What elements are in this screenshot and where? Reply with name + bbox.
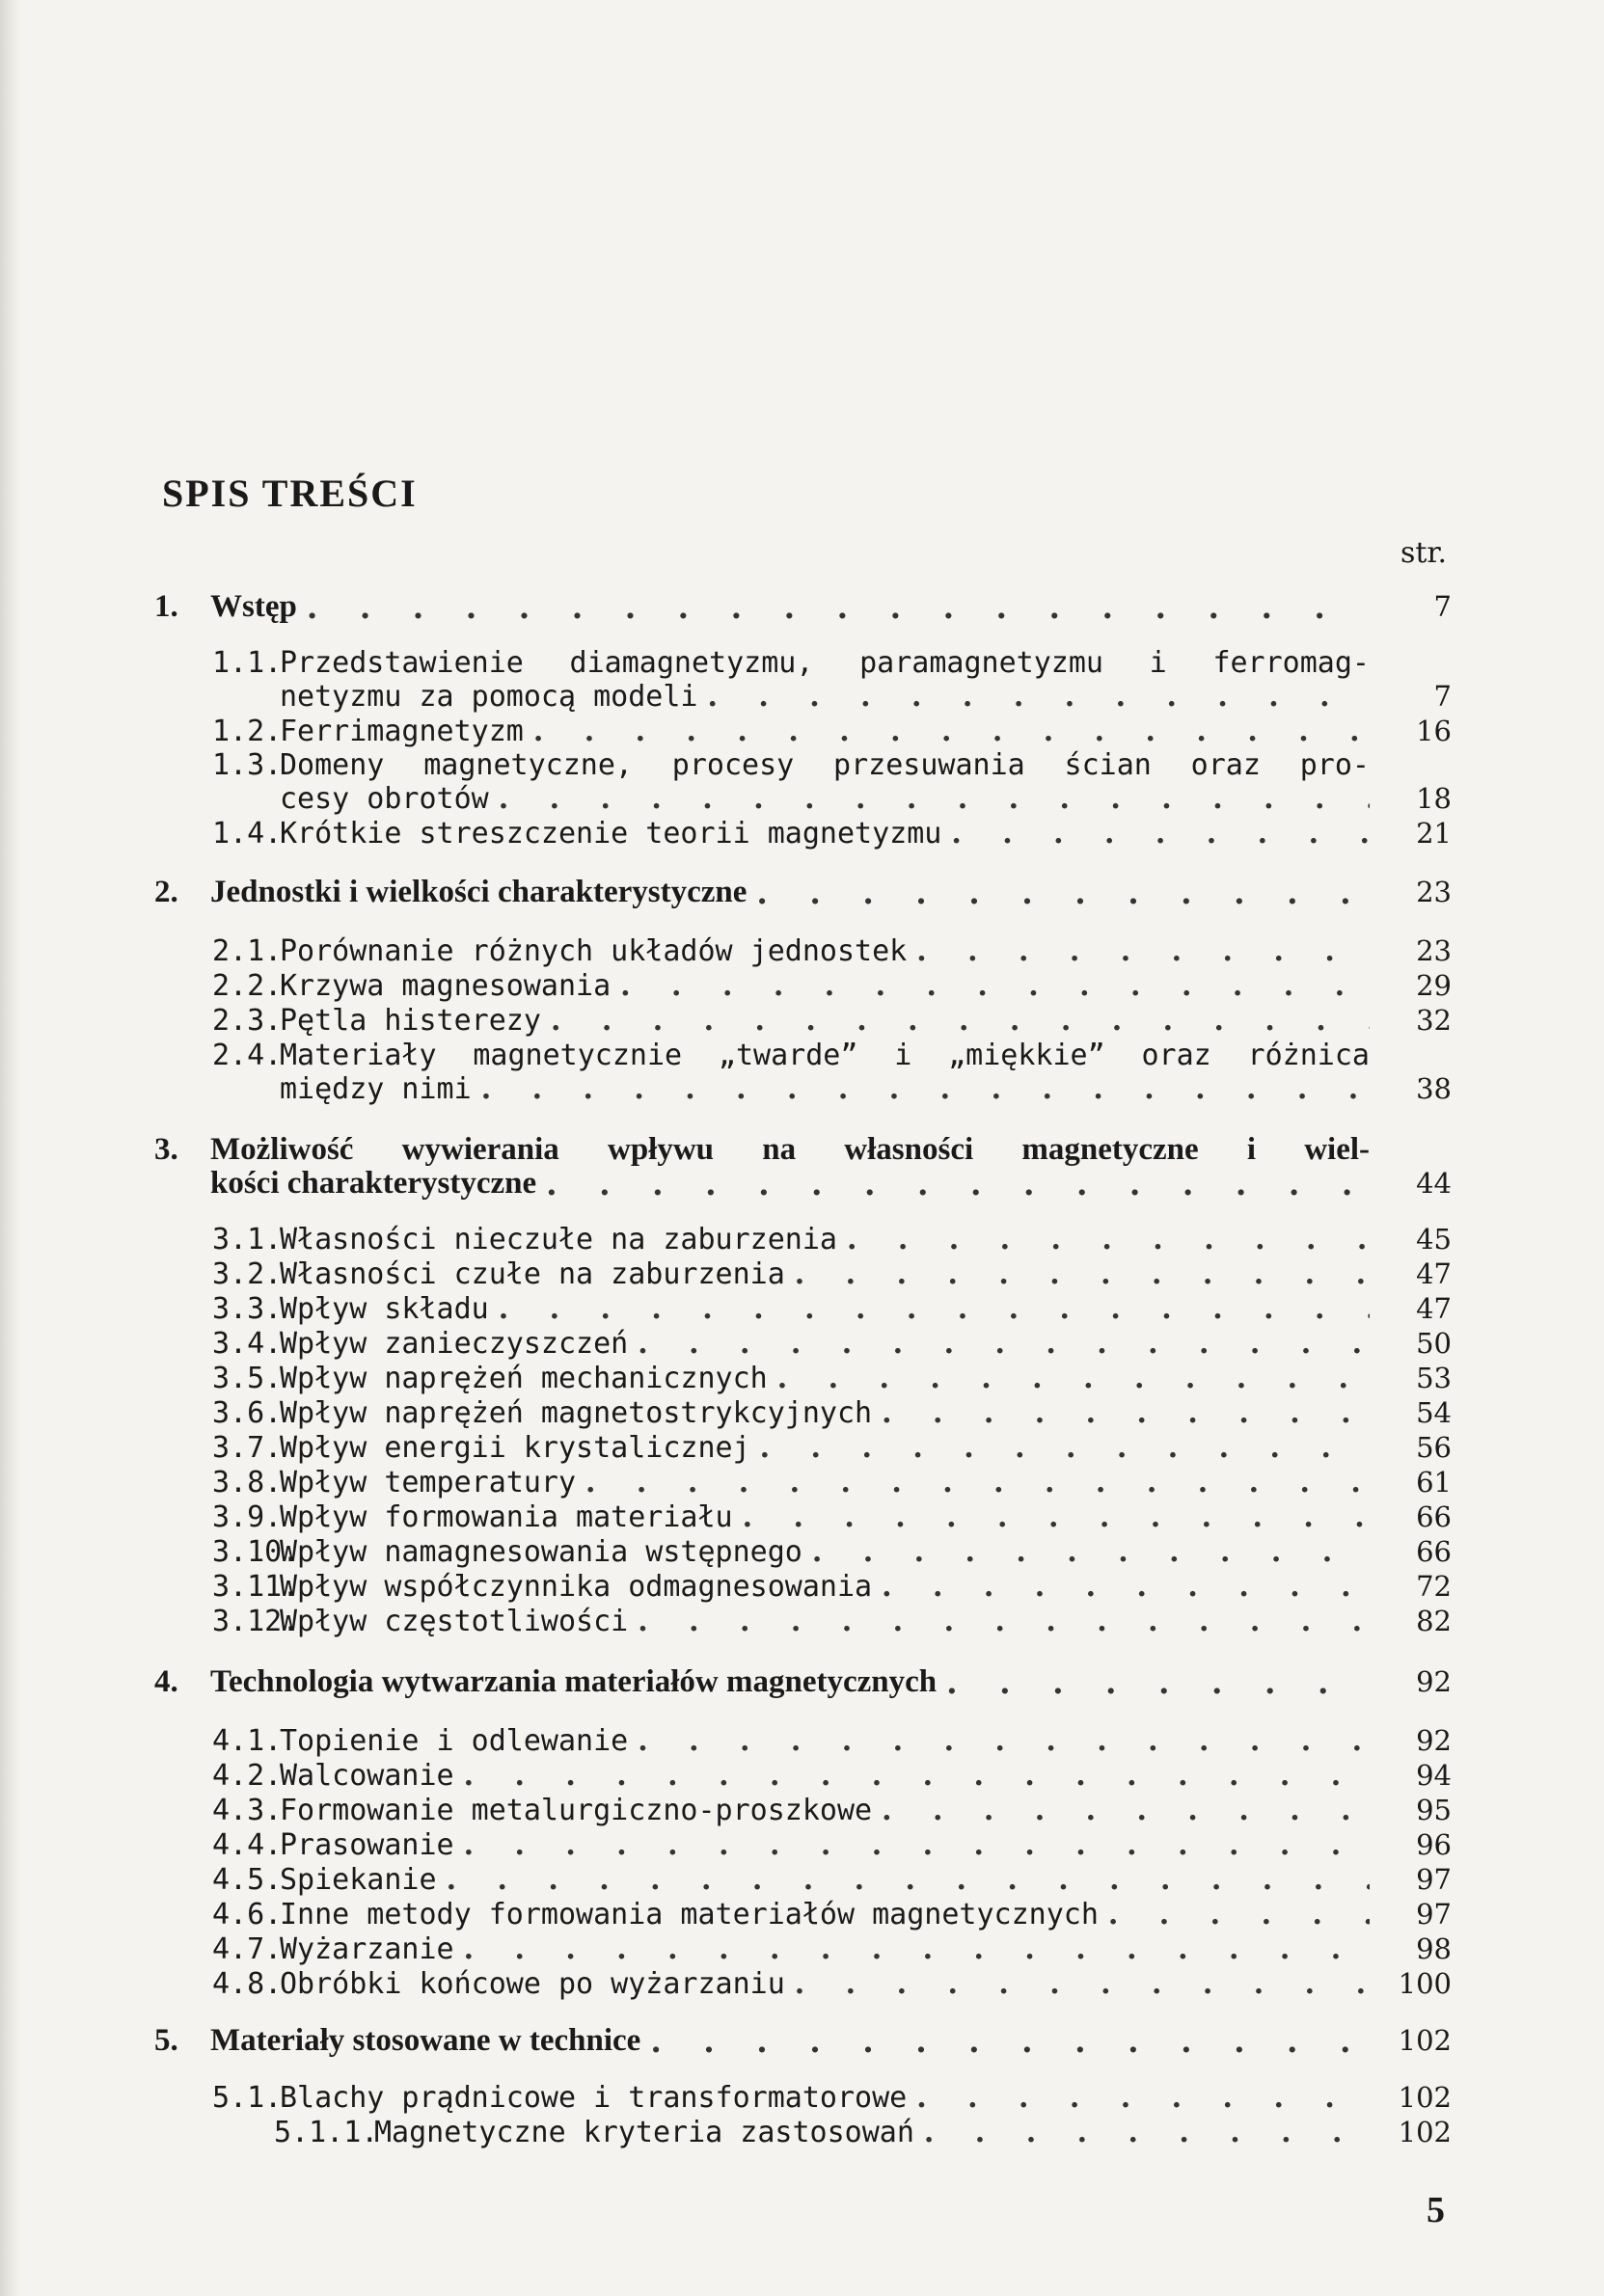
toc-entry-title-line [280,1466,1370,1499]
dot-leader [1099,1898,1370,1931]
toc-entry-page-number: 7 [1433,590,1452,623]
toc-entry-page-number: 66 [1416,1500,1452,1533]
dot-leader [536,1167,1370,1201]
toc-entry-number: 1.3. [212,748,283,782]
toc-entry-title-line [280,1759,1370,1793]
toc-entry-title: między nimi [280,1072,472,1106]
toc-entry-title-line [280,1724,1370,1758]
toc-entry-page-number: 7 [1433,680,1452,713]
dot-leader [489,782,1370,816]
dot-leader [628,1605,1370,1638]
toc-entry-title: Wpływ namagnesowania wstępnego [280,1535,802,1569]
toc-entry-number: 2.2. [212,969,283,1003]
toc-entry-body [280,1223,1370,1256]
toc-entry-title-line [280,1570,1370,1604]
toc-entry-body [280,1004,1370,1038]
toc-entry-title-first-line: Materiały magnetycznie „twarde” i „miękkie” oraz różnica [280,1039,1370,1072]
toc-entry-page-number: 29 [1416,969,1452,1002]
toc-entry-page-number: 18 [1416,782,1452,815]
toc-entry-title: Wpływ naprężeń mechanicznych [280,1362,768,1395]
toc-entry-title-first-line: Przedstawienie diamagnetyzmu, paramagnetyzmu i ferromag- [280,646,1370,680]
toc-entry-number: 4.6. [212,1898,283,1931]
toc-entry-page-number: 98 [1416,1932,1452,1965]
dot-leader [907,2081,1370,2115]
toc-entry-page-number: 61 [1416,1466,1452,1499]
toc-entry-title: Własności nieczułe na zaburzenia [280,1223,837,1256]
toc-entry-number: 3.7. [212,1431,283,1465]
dot-leader [454,1828,1370,1862]
toc-entry-number: 3.9. [212,1500,283,1534]
toc-entry-number: 2.4. [212,1039,283,1072]
toc-entry-title-line [280,680,1370,714]
page-folio: 5 [1427,2190,1445,2230]
toc-entry-number: 4.8. [212,1967,283,2001]
toc-entry-page-number: 97 [1416,1863,1452,1896]
toc-entry-title-line [280,1072,1370,1106]
toc-entry-body [280,1967,1370,2001]
dot-leader [937,1665,1370,1699]
toc-entry-title: netyzmu za pomocą modeli [280,680,698,714]
toc-entry-title: Pętla histerezy [280,1004,541,1038]
dot-leader [541,1004,1370,1038]
toc-entry-title-line [210,876,1370,909]
toc-entry-page-number: 21 [1416,817,1452,850]
toc-entry-title: Materiały stosowane w technice [210,2023,641,2058]
toc-entry-title: Porównanie różnych układów jednostek [280,934,908,968]
toc-entry-page-number: 47 [1416,1292,1452,1325]
toc-entry-body [280,1863,1370,1897]
toc-entry-title-line [210,1167,1370,1201]
toc-entry-body [280,1362,1370,1395]
toc-entry-number: 3. [154,1132,178,1167]
toc-entry-title-line [210,590,1370,624]
toc-entry-body [280,748,1370,816]
toc-entry-number: 3.4. [212,1327,283,1361]
toc-entry-page-number: 102 [1398,2081,1452,2114]
toc-entry-title: Prasowanie [280,1828,454,1862]
toc-entry-number: 4.4. [212,1828,283,1862]
toc-entry-page-number: 23 [1416,876,1452,908]
dot-leader [914,2116,1370,2149]
dot-leader [297,590,1370,624]
toc-entry-page-number: 45 [1416,1223,1452,1256]
toc-entry-body [374,2116,1370,2149]
toc-entry-body [280,1500,1370,1534]
dot-leader [454,1759,1370,1793]
toc-entry-page-number: 96 [1416,1828,1452,1861]
toc-entry-number: 3.6. [212,1396,283,1430]
toc-entry-title: Wstęp [210,589,297,624]
toc-entry-title: Formowanie metalurgiczno-proszkowe [280,1794,873,1827]
toc-entry-page-number: 44 [1416,1167,1452,1200]
toc-entry-title-line [280,782,1370,816]
toc-entry-title: Technologia wytwarzania materiałów magnetycznych [210,1664,938,1699]
toc-entry-body [280,1292,1370,1326]
toc-entry-body [280,1257,1370,1291]
dot-leader [907,934,1370,968]
toc-entry-title-line [280,1327,1370,1361]
toc-entry-body [280,1724,1370,1758]
dot-leader [747,876,1370,909]
toc-entry-title: Wpływ częstotliwości [280,1605,629,1638]
toc-entry-number: 3.11. [212,1570,300,1604]
toc-entry-number: 5. [154,2023,178,2058]
toc-entry-title: Obróbki końcowe po wyżarzaniu [280,1967,785,2001]
toc-entry-title-line [280,969,1370,1003]
toc-entry-title: Spiekanie [280,1863,437,1897]
toc-entry-title: Krzywa magnesowania [280,969,612,1003]
toc-entry-title: Magnetyczne kryteria zastosowań [374,2116,914,2149]
toc-entry-title-line [280,1431,1370,1465]
toc-entry-body [210,1133,1370,1201]
toc-entry-number: 2. [154,875,178,909]
dot-leader [628,1724,1370,1758]
page-column-label: str. [1400,536,1447,570]
dot-leader [437,1863,1370,1897]
toc-entry-page-number: 102 [1398,2116,1452,2148]
toc-entry-title: Wpływ energii krystalicznej [280,1431,750,1465]
toc-entry-title: Jednostki i wielkości charakterystyczne [210,875,748,909]
toc-entry-page-number: 23 [1416,934,1452,967]
toc-entry-body [280,934,1370,968]
toc-entry-title: Ferrimagnetyzm [280,715,524,748]
toc-entry-title-line [280,1292,1370,1326]
toc-entry-body [280,1570,1370,1604]
toc-entry-page-number: 16 [1416,715,1452,747]
dot-leader [785,1257,1370,1291]
dot-leader [750,1431,1370,1465]
toc-entry-title-line [280,1362,1370,1395]
toc-entry-title: Wyżarzanie [280,1932,454,1966]
toc-entry-title-line [280,1605,1370,1638]
toc-entry-title-line [280,715,1370,748]
dot-leader [640,2024,1370,2058]
toc-entry-page-number: 102 [1398,2024,1452,2057]
toc-entry-title: kości charakterystyczne [210,1166,537,1201]
toc-entry-title: Własności czułe na zaburzenia [280,1257,785,1291]
toc-entry-number: 4.7. [212,1932,283,1966]
toc-entry-body [280,1535,1370,1569]
toc-entry-number: 3.1. [212,1223,283,1256]
toc-entry-number: 1.1. [212,646,283,680]
page-title: SPIS TREŚCI [162,472,418,515]
toc-entry-title-line [280,1396,1370,1430]
toc-entry-page-number: 97 [1416,1898,1452,1931]
toc-entry-body [280,715,1370,748]
toc-entry-title: cesy obrotów [280,782,489,816]
toc-entry-body [280,2081,1370,2115]
toc-entry-number: 4. [154,1664,178,1699]
toc-entry-number: 3.10. [212,1535,300,1569]
toc-entry-number: 1.2. [212,715,283,748]
toc-entry-page-number: 94 [1416,1759,1452,1792]
dot-leader [611,969,1370,1003]
toc-entry-page-number: 66 [1416,1535,1452,1568]
toc-entry-title-line [280,1257,1370,1291]
toc-entry-title-line [210,2024,1370,2058]
toc-entry-body [210,590,1370,624]
toc-entry-page-number: 47 [1416,1257,1452,1290]
dot-leader [872,1396,1370,1430]
toc-entry-body [280,1828,1370,1862]
toc-entry-number: 5.1.1. [274,2116,379,2149]
toc-entry-page-number: 56 [1416,1431,1452,1464]
toc-entry-body [210,1665,1370,1699]
dot-leader [454,1932,1370,1966]
dot-leader [576,1466,1370,1499]
dot-leader [733,1500,1370,1534]
toc-entry-title: Wpływ współczynnika odmagnesowania [280,1570,873,1604]
toc-entry-title-line [374,2116,1370,2149]
toc-entry-body [280,1605,1370,1638]
dot-leader [628,1327,1370,1361]
toc-entry-body [280,817,1370,851]
toc-entry-body [280,646,1370,714]
toc-entry-page-number: 53 [1416,1362,1452,1394]
toc-entry-body [210,876,1370,909]
toc-entry-number: 4.2. [212,1759,283,1793]
dot-leader [785,1967,1370,2001]
toc-entry-title: Wpływ naprężeń magnetostrykcyjnych [280,1396,873,1430]
toc-entry-body [280,1759,1370,1793]
toc-entry-body [280,1396,1370,1430]
toc-entry-body [280,1431,1370,1465]
toc-entry-title-line [280,1898,1370,1931]
toc-entry-page-number: 100 [1398,1967,1452,2000]
dot-leader [489,1292,1370,1326]
toc-entry-title: Krótkie streszczenie teorii magnetyzmu [280,817,942,851]
toc-entry-page-number: 50 [1416,1327,1452,1360]
toc-entry-number: 3.3. [212,1292,283,1326]
dot-leader [941,817,1370,851]
toc-entry-title: Wpływ formowania materiału [280,1500,733,1534]
toc-entry-title-first-line: Możliwość wywierania wpływu na własności magnetyczne i wiel- [210,1133,1370,1167]
toc-entry-body [280,1932,1370,1966]
toc-entry-number: 3.8. [212,1466,283,1499]
toc-entry-body [280,1794,1370,1827]
dot-leader [837,1223,1370,1256]
toc-entry-title-line [280,1828,1370,1862]
toc-entry-title: Wpływ składu [280,1292,489,1326]
toc-entry-title: Blachy prądnicowe i transformatorowe [280,2081,908,2115]
dot-leader [472,1072,1370,1106]
toc-entry-title: Inne metody formowania materiałów magnetycznych [280,1898,1099,1931]
toc-entry-title-line [280,1967,1370,2001]
toc-entry-page-number: 38 [1416,1072,1452,1105]
toc-entry-page-number: 92 [1416,1665,1452,1698]
toc-entry-number: 4.5. [212,1863,283,1897]
toc-entry-title-line [280,1932,1370,1966]
dot-leader [802,1535,1370,1569]
toc-entry-number: 3.2. [212,1257,283,1291]
toc-entry-page-number: 32 [1416,1004,1452,1037]
toc-entry-title: Walcowanie [280,1759,454,1793]
dot-leader [872,1794,1370,1827]
toc-entry-number: 4.3. [212,1794,283,1827]
toc-entry-body [280,1327,1370,1361]
dot-leader [872,1570,1370,1604]
toc-entry-title-line [280,1863,1370,1897]
toc-entry-body [280,1898,1370,1931]
toc-entry-number: 1.4. [212,817,283,851]
dot-leader [768,1362,1370,1395]
toc-entry-title-line [280,1794,1370,1827]
toc-entry-number: 3.5. [212,1362,283,1395]
toc-entry-title-first-line: Domeny magnetyczne, procesy przesuwania ścian oraz pro- [280,748,1370,782]
toc-entry-page-number: 95 [1416,1794,1452,1826]
toc-entry-title-line [280,817,1370,851]
toc-entry-page-number: 92 [1416,1724,1452,1757]
toc-entry-number: 5.1. [212,2081,283,2115]
toc-entry-title-line [280,1535,1370,1569]
toc-entry-title: Topienie i odlewanie [280,1724,629,1758]
toc-entry-page-number: 82 [1416,1605,1452,1637]
toc-entry-number: 3.12. [212,1605,300,1638]
dot-leader [697,680,1370,714]
toc-entry-number: 2.3. [212,1004,283,1038]
dot-leader [524,715,1370,748]
toc-entry-page-number: 72 [1416,1570,1452,1603]
toc-entry-title: Wpływ temperatury [280,1466,577,1499]
toc-entry-title: Wpływ zanieczyszczeń [280,1327,629,1361]
toc-entry-title-line [280,1004,1370,1038]
toc-entry-title-line [280,934,1370,968]
toc-entry-body [280,1466,1370,1499]
toc-entry-title-line [280,1223,1370,1256]
toc-entry-body [210,2024,1370,2058]
toc-entry-title-line [280,2081,1370,2115]
toc-entry-number: 4.1. [212,1724,283,1758]
toc-entry-number: 2.1. [212,934,283,968]
toc-entry-page-number: 54 [1416,1396,1452,1429]
toc-entry-body [280,969,1370,1003]
toc-entry-title-line [280,1500,1370,1534]
toc-entry-number: 1. [154,589,178,624]
toc-entry-body [280,1039,1370,1106]
toc-entry-title-line [210,1665,1370,1699]
